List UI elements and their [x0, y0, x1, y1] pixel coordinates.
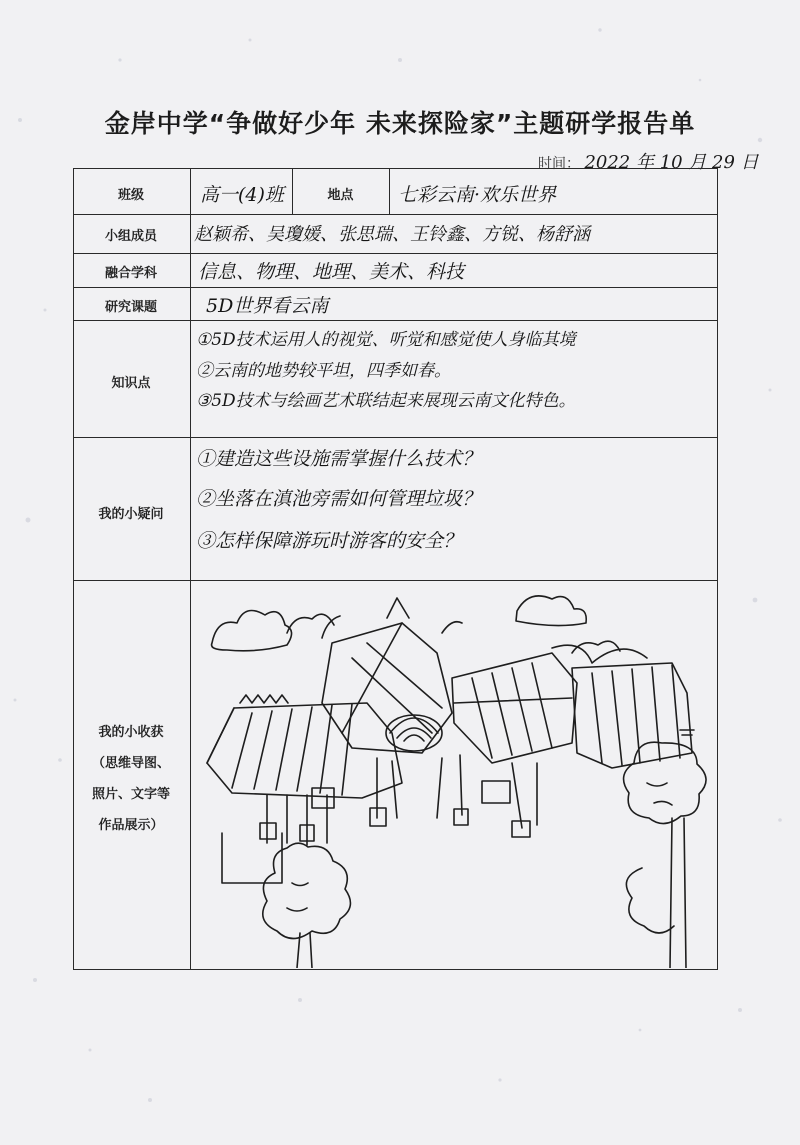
questions-label: 我的小疑问: [98, 507, 164, 522]
pencil-sketch-of-theme-park-gate-with-trees: [192, 583, 716, 968]
class-label: 班级: [117, 188, 144, 203]
harvest-label: [73, 717, 189, 841]
date-value: 2022 年 10 月 29 日: [584, 152, 759, 173]
members-label: 小组成员: [104, 229, 157, 244]
question-item: ②坐落在滇池旁需如何管理垃圾？: [196, 488, 482, 510]
class-value: 高一(4)班: [200, 184, 284, 206]
row-divider: [73, 214, 718, 215]
members-value: 赵颖希、吴瓊媛、张思瑞、王铃鑫、方锐、杨舒涵: [194, 224, 590, 245]
topic-value: 5D世界看云南: [206, 295, 329, 317]
harvest-label-line: 作品展示）: [98, 818, 164, 833]
topic-label: 研究课题: [104, 300, 157, 315]
row-divider: [73, 287, 718, 288]
subjects-label: 融合学科: [104, 266, 157, 281]
knowledge-item: ②云南的地势较平坦，四季如春。: [196, 361, 451, 381]
date-label: 时间：: [538, 156, 580, 172]
knowledge-item: ③5D技术与绘画艺术联结起来展现云南文化特色。: [196, 391, 576, 411]
location-label: 地点: [327, 188, 354, 203]
row-divider: [73, 437, 718, 438]
location-value: 七彩云南·欢乐世界: [398, 184, 557, 206]
harvest-label-line: 我的小收获: [98, 725, 164, 740]
question-item: ③怎样保障游玩时游客的安全？: [196, 530, 463, 552]
row-divider: [73, 253, 718, 254]
harvest-label-line: 照片、文字等: [91, 787, 170, 802]
harvest-label-line: （思维导图、: [91, 756, 170, 771]
subjects-value: 信息、物理、地理、美术、科技: [198, 261, 465, 283]
row-divider: [73, 580, 718, 581]
page-title: 金岸中学“争做好少年 未来探险家”主题研学报告单: [104, 109, 696, 138]
question-item: ①建造这些设施需掌握什么技术？: [196, 448, 482, 470]
row-divider: [73, 320, 718, 321]
column-divider: [389, 168, 390, 214]
knowledge-item: ①5D技术运用人的视觉、听觉和感觉使人身临其境: [196, 330, 576, 350]
knowledge-label: 知识点: [111, 376, 151, 391]
